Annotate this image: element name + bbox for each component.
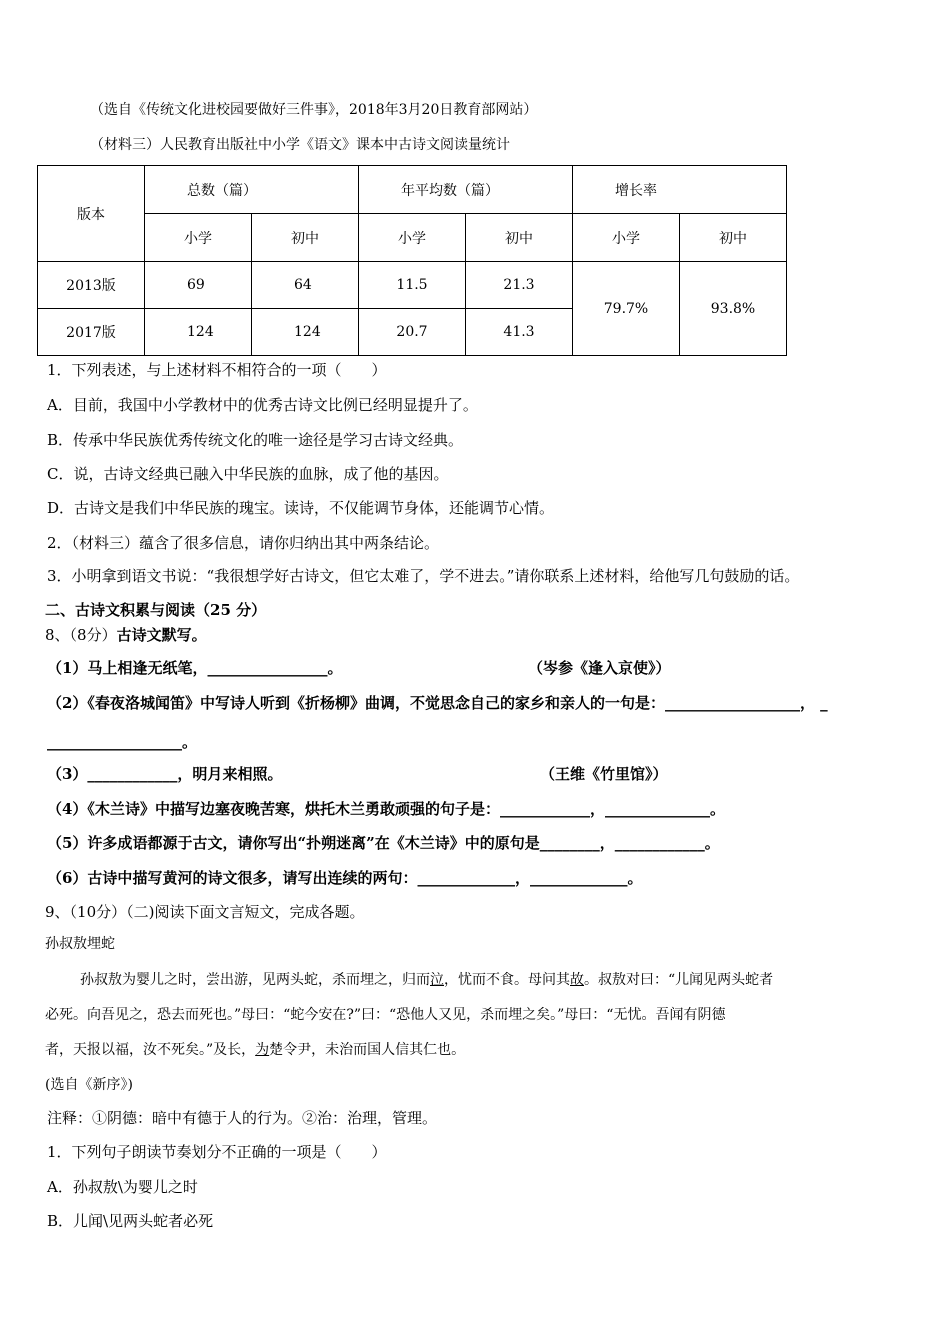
q8-source-2: （王维《竹里馆》）	[540, 765, 668, 783]
q9-1-option-b: B．儿闻\见两头蛇者必死	[47, 1212, 214, 1230]
question-1: 1．下列表述，与上述材料不相符合的一项（ ）	[47, 361, 387, 379]
header-growth: 增长率	[573, 166, 787, 214]
q8-prefix: 8、（8分）	[45, 626, 117, 644]
statistics-table	[37, 165, 787, 356]
subheader: 初中	[252, 214, 359, 262]
text: 者，天报以福，汝不死矣。”及长，	[45, 1042, 256, 1058]
passage-line-2: 必死。向吾见之，恐去而死也。”母曰：“蛇今安在?”曰：“恐他人又见，杀而埋之矣。”母曰：“无忧。吾闻有阴德	[45, 1007, 726, 1023]
subheader: 小学	[359, 214, 466, 262]
subheader: 初中	[466, 214, 573, 262]
q8-item-2: （2）《春夜洛城闻笛》中写诗人听到《折杨柳》曲调，不觉思念自己的家乡和亲人的一句是：__________________， _	[47, 694, 828, 712]
cell: 11.5	[359, 262, 466, 309]
passage-source: (选自《新序》)	[45, 1077, 133, 1093]
material3-title: （材料三）人民教育出版社中小学《语文》课本中古诗文阅读量统计	[90, 137, 510, 153]
q8-item-5: （5）许多成语都源于古文，请你写出“扑朔迷离”在《木兰诗》中的原句是________，____________。	[47, 834, 720, 852]
cell: 20.7	[359, 309, 466, 356]
option-c: C．说，古诗文经典已融入中华民族的血脉，成了他的基因。	[47, 465, 449, 483]
section-2-heading: 二、古诗文积累与阅读（25 分）	[45, 601, 267, 619]
option-d: D．古诗文是我们中华民族的瑰宝。读诗，不仅能调节身体，还能调节心情。	[47, 499, 555, 517]
q8-title: 古诗文默写。	[116, 626, 207, 644]
cell: 124	[252, 309, 359, 356]
subheader: 初中	[680, 214, 787, 262]
text: 楚令尹，未治而国人信其仁也。	[269, 1042, 466, 1058]
table-row	[38, 262, 787, 309]
source-citation: （选自《传统文化进校园要做好三件事》，2018年3月20日教育部网站）	[90, 102, 538, 118]
cell: 21.3	[466, 262, 573, 309]
q8-item-3: （3）____________，明月来相照。	[47, 765, 283, 783]
passage-line-1	[80, 970, 773, 990]
cell-version: 2013版	[38, 262, 145, 309]
q9-1: 1．下列句子朗读节奏划分不正确的一项是（ ）	[47, 1143, 387, 1161]
text: 。叔敖对曰：“儿闻见两头蛇者	[584, 972, 774, 988]
cell-growth: 79.7%	[573, 262, 680, 356]
q8-item-4: （4）《木兰诗》中描写边塞夜晚苦寒，烘托木兰勇敢顽强的句子是：____________，______________。	[47, 800, 725, 818]
cell: 41.3	[466, 309, 573, 356]
option-b: B．传承中华民族优秀传统文化的唯一途径是学习古诗文经典。	[47, 431, 464, 449]
notes: 注释：①阴德：暗中有德于人的行为。②治：治理，管理。	[47, 1109, 438, 1127]
q8-item-1: （1）马上相逢无纸笔，________________。	[47, 659, 343, 677]
q9-1-option-a: A．孙叔敖\为婴儿之时	[47, 1178, 198, 1196]
cell-version: 2017版	[38, 309, 145, 356]
question-9: 9、（10分）（二)阅读下面文言短文，完成各题。	[45, 903, 365, 921]
cell-growth: 93.8%	[680, 262, 787, 356]
passage-title: 孙叔敖埋蛇	[45, 936, 115, 952]
cell: 69	[145, 262, 252, 309]
question-8	[45, 625, 207, 645]
text: ，忧而不食。母问其	[444, 972, 570, 988]
text: 孙叔敖为婴儿之时，尝出游，见两头蛇，杀而埋之，归而	[80, 972, 430, 988]
underlined-word: 泣	[430, 972, 444, 988]
question-2: 2．（材料三）蕴含了很多信息，请你归纳出其中两条结论。	[47, 534, 440, 552]
header-total: 总数（篇）	[145, 166, 359, 214]
option-a: A．目前，我国中小学教材中的优秀古诗文比例已经明显提升了。	[47, 396, 478, 414]
q8-source-1: （岑参《逢入京使》）	[528, 659, 671, 677]
subheader: 小学	[145, 214, 252, 262]
q8-item-6: （6）古诗中描写黄河的诗文很多，请写出连续的两句：_____________，_____________。	[47, 869, 643, 887]
underlined-word: 为	[255, 1042, 270, 1058]
cell: 64	[252, 262, 359, 309]
underlined-word: 故	[570, 972, 584, 988]
header-version: 版本	[38, 166, 145, 262]
question-3: 3．小明拿到语文书说：“我很想学好古诗文，但它太难了，学不进去。”请你联系上述材料，给他写几句鼓励的话。	[47, 567, 800, 585]
cell: 124	[145, 309, 252, 356]
subheader: 小学	[573, 214, 680, 262]
header-avg: 年平均数（篇）	[359, 166, 573, 214]
q8-item-2-cont: __________________。	[47, 733, 198, 751]
passage-line-3	[45, 1040, 465, 1060]
